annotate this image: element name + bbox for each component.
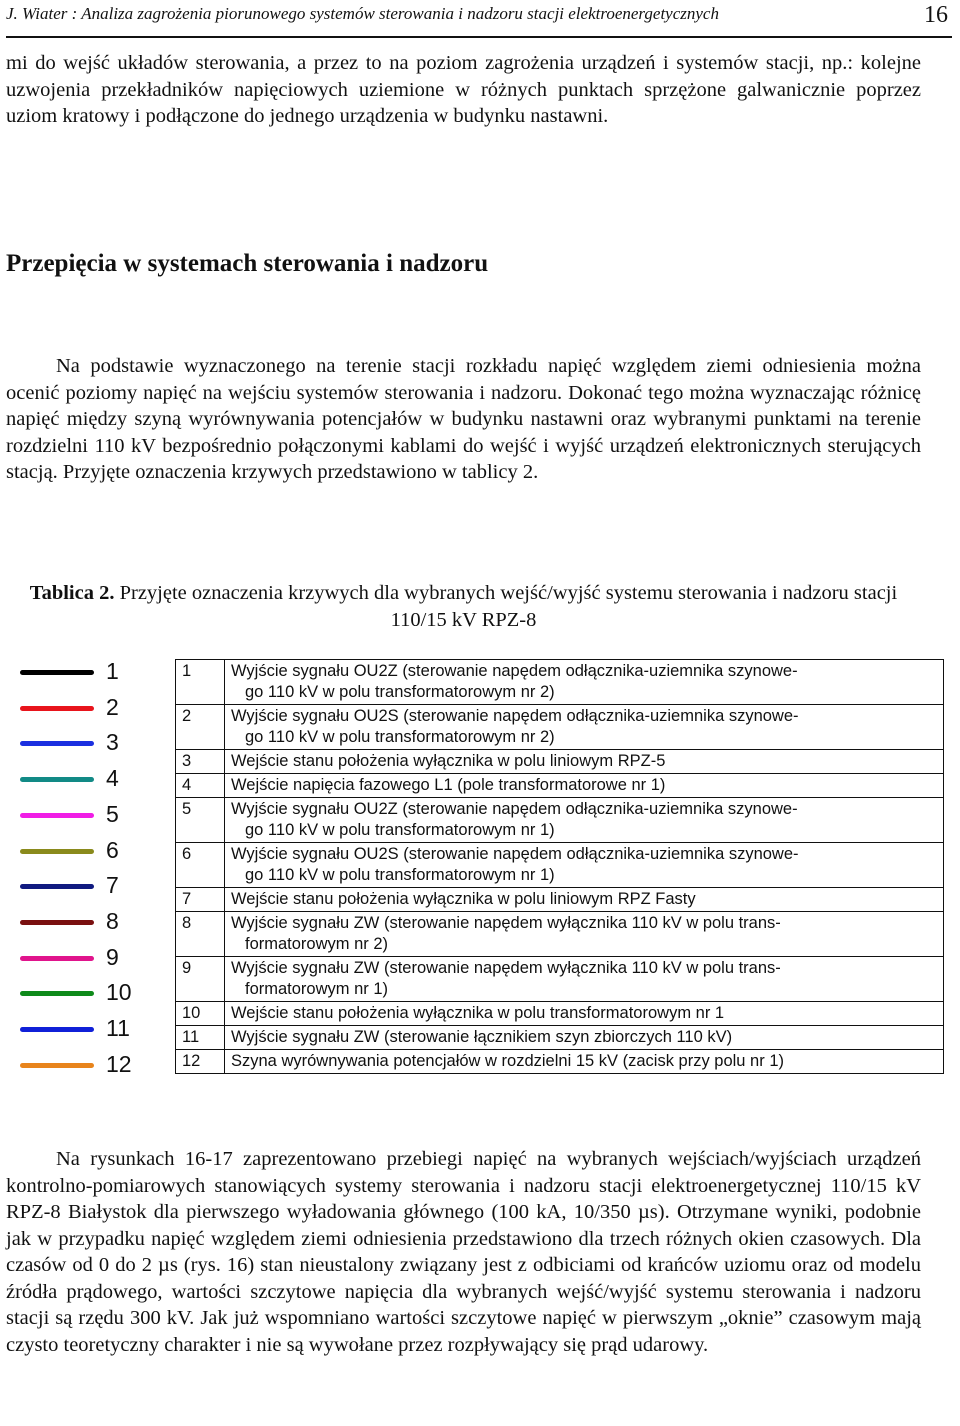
legend-item [20, 942, 155, 978]
table-cell-number: 2 [176, 705, 225, 750]
table-cell-number: 1 [176, 660, 225, 705]
description-line-2: go 110 kV w polu transformatorowym nr 2) [245, 683, 555, 701]
curve-description-table [175, 659, 944, 1074]
legend-item [20, 1013, 155, 1049]
table-row [176, 1026, 944, 1050]
table-row [176, 912, 944, 957]
final-paragraph: Na rysunkach 16-17 zaprezentowano przebiegi napięć na wybranych wejściach/wyjściach urządzeń kontrolno-pomiarowych stanowiących systemy sterowania i nadzoru stacji elektroenergetycznej 110/15 kV RPZ-8 Białystok dla pierwszego wyładowania głównego (100 kA, 10/350 µs). Otrzymane wyniki, podobnie jak w przypadku napięć względem ziemi odniesienia przedstawiono dla trzech różnych okien czasowych. Dla czasów od 0 do 2 µs (rys. 16) stan nieustalony związany jest z odbiciami od krańców uziomu oraz od modelu źródła prądowego, wartości szczytowe napięcia dla wybranych wejść/wyjść systemu sterowania i nadzoru stacji są rzędu 300 kV. Jak już wspomniano wartości szczytowe napięć w pierwszym „oknie” czasowym mają czysto teoretyczny charakter i nie są wywołane przez rozpływający się prąd udarowy. [6, 1148, 921, 1356]
description-line-2: formatorowym nr 1) [245, 980, 389, 998]
table-cell-number: 12 [176, 1050, 225, 1074]
table-cell-description [225, 774, 944, 798]
legend-number: 7 [106, 872, 119, 899]
table-cell-description [225, 912, 944, 957]
running-title: J. Wiater : Analiza zagrożenia piorunowego systemów sterowania i nadzoru stacji elektroenergetycznych [6, 4, 719, 23]
section-paragraph: Na podstawie wyznaczonego na terenie stacji rozkładu napięć względem ziemi odniesienia można ocenić poziomy napięć na wejściu systemów sterowania i nadzoru. Dokonać tego można wyznaczając różnicę napięć między szyną wyrównywania potencjałów w budynku nastawni oraz wybranymi punktami na terenie rozdzielni 110 kV bezpośrednio połączonymi kablami do wejść i wyjść urządzeń elektronicznych sterujących stacją. Przyjęte oznaczenia krzywych przedstawiono w tablicy 2. [6, 355, 921, 483]
legend-item [20, 727, 155, 763]
description-line-1: Wyjście sygnału ZW (sterowanie napędem wyłącznika 110 kV w polu trans- [231, 914, 781, 932]
legend-number: 3 [106, 729, 119, 756]
table-cell-description [225, 798, 944, 843]
legend-number: 4 [106, 765, 119, 792]
table-row [176, 798, 944, 843]
table-cell-number: 5 [176, 798, 225, 843]
intro-paragraph: mi do wejść układów sterowania, a przez to na poziom zagrożenia urządzeń i systemów stacji, np.: kolejne uzwojenia przekładników napięciowych uziemione w różnych punktach sprzężone galwanicznie poprzez uziom kratowy i podłączone do jednego urządzenia w budynku nastawni. [6, 52, 921, 127]
legend-item [20, 870, 155, 906]
table-cell-number: 11 [176, 1026, 225, 1050]
legend-line-swatch [20, 849, 94, 854]
description-line-1: Wyjście sygnału OU2S (sterowanie napędem odłącznika-uziemnika szynowe- [231, 707, 799, 725]
legend-line-swatch [20, 1063, 94, 1068]
table-cell-number: 8 [176, 912, 225, 957]
legend-number: 8 [106, 907, 119, 934]
table-caption-text: Przyjęte oznaczenia krzywych dla wybranych wejść/wyjść systemu sterowania i nadzoru stacji 110/15 kV RPZ-8 [114, 582, 898, 631]
legend-line-swatch [20, 741, 94, 746]
table-cell-description [225, 957, 944, 1002]
table-cell-number: 6 [176, 843, 225, 888]
table-row [176, 705, 944, 750]
table-cell-description [225, 705, 944, 750]
table-row [176, 750, 944, 774]
table-cell-description [225, 750, 944, 774]
legend-line-swatch [20, 670, 94, 675]
legend-line-swatch [20, 884, 94, 889]
legend-item [20, 656, 155, 692]
table-row [176, 1002, 944, 1026]
page-header [6, 0, 952, 38]
legend-number: 6 [106, 836, 119, 863]
table-cell-number: 9 [176, 957, 225, 1002]
legend-number: 1 [106, 658, 119, 684]
table-cell-number: 4 [176, 774, 225, 798]
description-line-2: go 110 kV w polu transformatorowym nr 1) [245, 866, 555, 884]
description-line-1: Wejście stanu położenia wyłącznika w polu transformatorowym nr 1 [231, 1004, 725, 1022]
legend-number: 12 [106, 1050, 132, 1077]
legend-line-swatch [20, 956, 94, 961]
description-line-1: Wyjście sygnału OU2Z (sterowanie napędem odłącznika-uziemnika szynowe- [231, 662, 798, 680]
description-line-2: go 110 kV w polu transformatorowym nr 2) [245, 728, 555, 746]
legend-item [20, 692, 155, 728]
table-cell-description [225, 843, 944, 888]
curve-legend [20, 656, 155, 1086]
legend-line-swatch [20, 777, 94, 782]
table-row [176, 843, 944, 888]
table-row [176, 888, 944, 912]
description-line-1: Szyna wyrównywania potencjałów w rozdzielni 15 kV (zacisk przy polu nr 1) [231, 1052, 784, 1070]
description-line-2: formatorowym nr 2) [245, 935, 389, 953]
legend-number: 9 [106, 943, 119, 970]
table-cell-description [225, 660, 944, 705]
table-cell-number: 3 [176, 750, 225, 774]
description-line-1: Wyjście sygnału OU2Z (sterowanie napędem odłącznika-uziemnika szynowe- [231, 800, 798, 818]
legend-item [20, 799, 155, 835]
legend-item [20, 835, 155, 871]
legend-line-swatch [20, 813, 94, 818]
legend-number: 10 [106, 979, 132, 1006]
table-cell-description [225, 1050, 944, 1074]
section-heading: Przepięcia w systemach sterowania i nadzoru [6, 250, 489, 277]
legend-line-swatch [20, 920, 94, 925]
legend-number: 5 [106, 800, 119, 827]
table-cell-description [225, 1026, 944, 1050]
legend-item [20, 763, 155, 799]
legend-item [20, 906, 155, 942]
description-line-2: go 110 kV w polu transformatorowym nr 1) [245, 821, 555, 839]
table-cell-number: 7 [176, 888, 225, 912]
description-line-1: Wejście napięcia fazowego L1 (pole transformatorowe nr 1) [231, 776, 666, 794]
description-line-1: Wyjście sygnału ZW (sterowanie łącznikiem szyn zbiorczych 110 kV) [231, 1028, 733, 1046]
legend-line-swatch [20, 1027, 94, 1032]
table-cell-description [225, 888, 944, 912]
legend-item [20, 977, 155, 1013]
table-row [176, 1050, 944, 1074]
legend-line-swatch [20, 991, 94, 996]
table-row [176, 957, 944, 1002]
table-cell-description [225, 1002, 944, 1026]
description-line-1: Wejście stanu położenia wyłącznika w polu liniowym RPZ Fasty [231, 890, 696, 908]
legend-number: 11 [106, 1015, 130, 1041]
table-caption-label: Tablica 2. [29, 582, 115, 604]
table-row [176, 660, 944, 705]
description-line-1: Wejście stanu położenia wyłącznika w polu liniowym RPZ-5 [231, 752, 666, 770]
table-row [176, 774, 944, 798]
table-caption [6, 580, 921, 634]
description-line-1: Wyjście sygnału ZW (sterowanie napędem wyłącznika 110 kV w polu trans- [231, 959, 781, 977]
page-number: 16 [924, 2, 948, 28]
legend-item [20, 1049, 155, 1085]
description-line-1: Wyjście sygnału OU2S (sterowanie napędem odłącznika-uziemnika szynowe- [231, 845, 799, 863]
table-cell-number: 10 [176, 1002, 225, 1026]
legend-number: 2 [106, 693, 119, 720]
legend-line-swatch [20, 706, 94, 711]
